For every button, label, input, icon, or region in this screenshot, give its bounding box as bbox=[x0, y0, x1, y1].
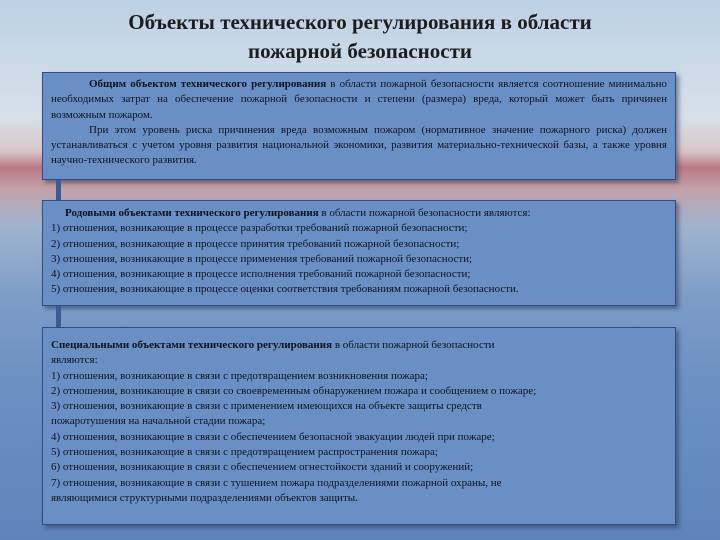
list-item: 6) отношения, возникающие в связи с обеспечением огнестойкости зданий и сооружений; bbox=[51, 461, 474, 474]
special-objects-box bbox=[42, 327, 676, 525]
list-item: 2) отношения, возникающие в процессе принятия требований пожарной безопасности; bbox=[51, 237, 460, 250]
general-object-text: в области пожарной безопасности является соотношение минимально необходимых затрат на обеспечение пожарной безопасности и степени (размера) вреда, который может быть причинен возможным пожаром. bbox=[51, 78, 667, 121]
list-item: являющимися структурными подразделениями объектов защиты. bbox=[51, 491, 358, 504]
list-item: 3) отношения, возникающие в связи с применением имеющихся на объекте защиты средств bbox=[51, 400, 482, 413]
special-objects-lead-line bbox=[51, 338, 667, 353]
generic-objects-lead: Родовыми объектами технического регулирования bbox=[65, 207, 319, 219]
general-object-paragraph bbox=[51, 77, 667, 123]
special-objects-lead-line-2: являются: bbox=[51, 354, 98, 367]
title-line-2: пожарной безопасности bbox=[247, 39, 473, 63]
list-item: 4) отношения, возникающие в процессе исполнения требований пожарной безопасности; bbox=[51, 268, 471, 281]
general-object-lead: Общим объектом технического регулирования bbox=[89, 78, 327, 90]
connector-line bbox=[56, 306, 61, 327]
list-item: пожаротушения на начальной стадии пожара; bbox=[51, 415, 266, 428]
special-objects-lead: Специальными объектами технического регулирования bbox=[51, 339, 333, 351]
general-object-box bbox=[42, 72, 676, 180]
list-item: 5) отношения, возникающие в процессе оценки соответствия требованиям пожарной безопасности. bbox=[51, 283, 519, 296]
special-objects-lead-rest: в области пожарной безопасности bbox=[332, 339, 495, 351]
connector-line bbox=[56, 180, 61, 200]
page-title bbox=[40, 8, 680, 66]
list-item: 2) отношения, возникающие в связи со своевременным обнаружением пожара и сообщением о пожаре; bbox=[51, 384, 537, 397]
generic-objects-box bbox=[42, 200, 676, 306]
list-item: 5) отношения, возникающие в связи с предотвращением распространения пожара; bbox=[51, 446, 438, 459]
list-item: 1) отношения, возникающие в связи с предотвращением возникновения пожара; bbox=[51, 369, 428, 382]
list-item: 3) отношения, возникающие в процессе применения требований пожарной безопасности; bbox=[51, 252, 473, 265]
list-item: 1) отношения, возникающие в процессе разработки требований пожарной безопасности; bbox=[51, 222, 468, 235]
generic-objects-lead-line bbox=[51, 206, 667, 221]
list-item: 7) отношения, возникающие в связи с тушением пожара подразделениями пожарной охраны, не bbox=[51, 476, 502, 489]
title-line-1: Объекты технического регулирования в области bbox=[128, 10, 592, 34]
generic-objects-lead-rest: в области пожарной безопасности являются: bbox=[318, 207, 531, 219]
list-item: 4) отношения, возникающие в связи с обеспечением безопасной эвакуации людей при пожаре; bbox=[51, 430, 495, 443]
risk-level-paragraph: При этом уровень риска причинения вреда возможным пожаром (нормативное значение пожарного риска) должен устанавливаться с учетом уровня развития национальной экономики, развития материально-технической базы, а также уровня научно-технического развития. bbox=[51, 123, 667, 167]
